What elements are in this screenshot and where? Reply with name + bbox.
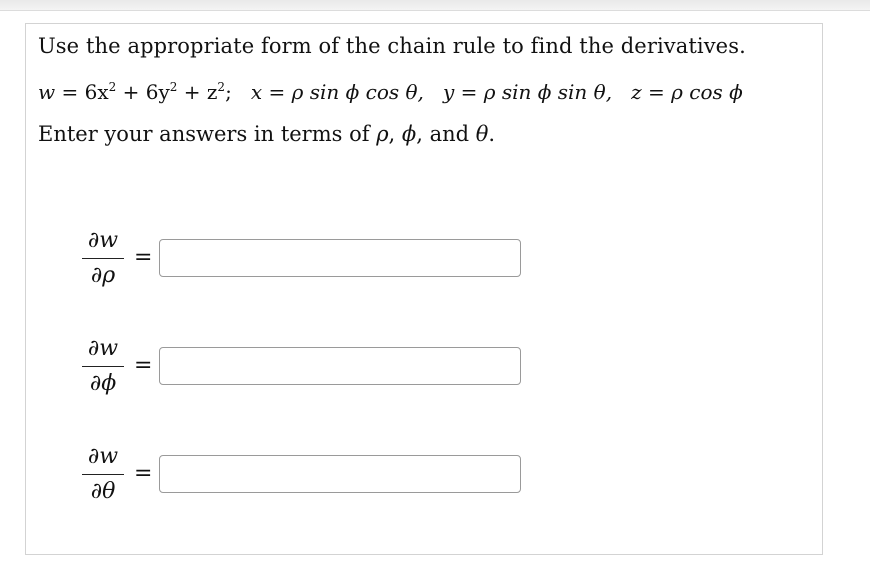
eq-x-def: x = ρ sin ϕ cos θ, <box>250 80 424 104</box>
equals-sign: = <box>134 461 153 486</box>
derivative-fraction <box>80 227 126 290</box>
eq-term-2: + 6y <box>116 80 170 104</box>
derivative-fraction <box>80 443 126 506</box>
problem-instruction: Use the appropriate form of the chain rule to find the derivatives. <box>38 34 746 58</box>
problem-panel <box>25 23 823 555</box>
eq-term-1: 6x <box>84 80 109 104</box>
fraction-numerator: ∂w <box>87 228 119 253</box>
answer-input-dw-dphi[interactable] <box>159 347 521 385</box>
answer-input-dw-dtheta[interactable] <box>159 455 521 493</box>
eq-y-def: y = ρ sin ϕ sin θ, <box>443 80 613 104</box>
eq-z-def: z = ρ cos ϕ <box>631 80 743 104</box>
enter-sep-1: , <box>388 122 402 146</box>
enter-sep-2: , and <box>416 122 476 146</box>
answer-instructions <box>38 122 495 146</box>
var-rho: ρ <box>376 122 389 146</box>
answer-row-phi <box>80 335 540 405</box>
fraction-bar <box>82 366 124 367</box>
fraction-bar <box>82 474 124 475</box>
eq-w: w <box>38 80 56 104</box>
fraction-denominator: ∂ϕ <box>89 371 117 397</box>
eq-term-3: + z <box>177 80 218 104</box>
fraction-denominator: ∂ρ <box>90 263 116 289</box>
fraction-bar <box>82 258 124 259</box>
derivative-fraction <box>80 335 126 398</box>
eq-sup-2: 2 <box>169 80 178 94</box>
enter-prefix: Enter your answers in terms of <box>38 122 377 146</box>
fraction-denominator: ∂θ <box>90 479 116 505</box>
answer-row-rho <box>80 227 540 297</box>
problem-equation <box>38 80 743 104</box>
var-phi: ϕ <box>401 122 417 146</box>
eq-sup-1: 2 <box>108 80 117 94</box>
eq-sup-3: 2 <box>217 80 226 94</box>
equals-sign: = <box>134 245 153 270</box>
top-strip <box>0 0 870 11</box>
eq-equals: = <box>55 80 85 104</box>
fraction-numerator: ∂w <box>87 444 119 469</box>
fraction-numerator: ∂w <box>87 336 119 361</box>
answer-row-theta <box>80 443 540 513</box>
answer-input-dw-drho[interactable] <box>159 239 521 277</box>
eq-end: ; <box>225 80 232 104</box>
enter-suffix: . <box>488 122 496 146</box>
equals-sign: = <box>134 353 153 378</box>
var-theta: θ <box>475 122 489 146</box>
